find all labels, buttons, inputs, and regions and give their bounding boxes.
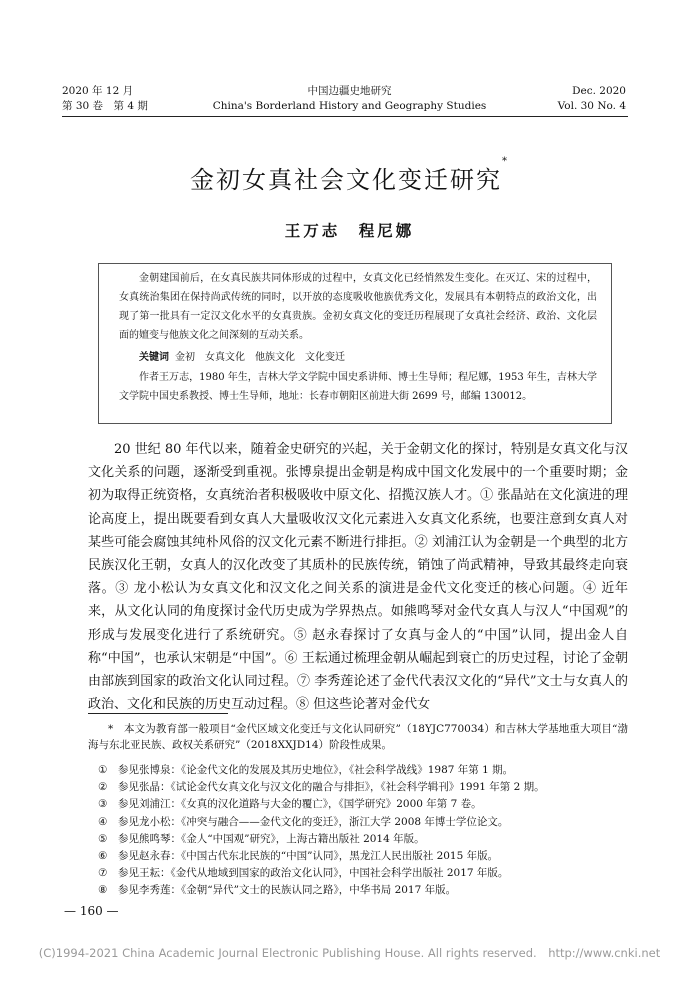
- running-header-issue-en: [558, 84, 626, 114]
- footnote-number: ②: [98, 781, 108, 794]
- footnote-funding: * 本文为教育部一般项目“金代区域文化变迁与文化认同研究”（18YJC770034）和吉林大学基地重大项目“渤海与东北亚民族、政权关系研究”（2018XXJD14）阶段性成果。: [88, 723, 628, 751]
- copyright-footer: (C)1994-2021 China Academic Journal Electronic Publishing House. All rights reserved. http://www.cnki.net: [38, 946, 661, 960]
- keywords-list: 金初 女真文化 他族文化 文化变迁: [175, 352, 345, 363]
- article-authors: 王万志 程尼娜: [284, 221, 415, 240]
- author-info: 作者王万志，1980 年生，吉林大学文学院中国史系讲师、博士生导师；程尼娜，1953 年生，吉林大学文学院中国史系教授、博士生导师，地址：长春市朝阳区前进大街 2699 号，邮编 130012。: [119, 372, 597, 402]
- header-volume-en: Vol. 30 No. 4: [557, 100, 626, 112]
- page-number: — 160 —: [64, 904, 119, 918]
- header-date: 2020 年 12 月: [62, 85, 134, 97]
- footnote-item: [98, 796, 638, 812]
- title-footnote-mark: *: [502, 156, 509, 167]
- header-divider: [62, 116, 628, 117]
- footnote-item: [98, 831, 638, 847]
- abstract-text: 金朝建国前后，在女真民族共同体形成的过程中，女真文化已经悄然发生变化。在灭辽、宋的过程中，女真统治集团在保持尚武传统的同时，以开放的态度吸收他族优秀文化，发展具有本朝特点的政治文化，出现了第一批具有一定汉文化水平的女真贵族。金初女真文化的变迁历程展现了女真社会经济、政治、文化层面的嬗变与他族文化之间深刻的互动关系。: [119, 273, 597, 341]
- footnote-number: ⑤: [98, 832, 108, 845]
- footnote-item: [98, 779, 638, 795]
- footnote-text: 参见李秀莲：《金朝“异代”文士的民族认同之路》，中华书局 2017 年版。: [118, 884, 457, 897]
- footnote-item: [98, 762, 638, 778]
- footnote-number: ⑧: [98, 884, 108, 897]
- footnote-number: ④: [98, 815, 108, 828]
- journal-name-en: China's Borderland History and Geography Studies: [212, 100, 487, 112]
- header-volume: 第 30 卷 第 4 期: [62, 100, 148, 112]
- footnote-divider: [88, 713, 228, 714]
- footnote-number: ⑥: [98, 850, 108, 862]
- footnote-item: [98, 814, 638, 830]
- keywords-label: 关键词: [139, 352, 169, 363]
- footnote-item: [98, 848, 638, 864]
- footnote-number: ①: [98, 764, 108, 776]
- footnote-item: [98, 882, 638, 898]
- header-date-en: Dec. 2020: [572, 85, 626, 97]
- abstract-box: [98, 263, 612, 424]
- footnote-text: 参见王耘：《金代从地域到国家的政治文化认同》，中国社会科学出版社 2017 年版。: [118, 867, 509, 880]
- footnote-text: 参见张博泉：《论金代文化的发展及其历史地位》，《社会科学战线》1987 年第 1 期。: [118, 764, 514, 776]
- footnote-text: 参见熊鸣琴：《金人“中国观”研究》，上海古籍出版社 2014 年版。: [118, 832, 425, 845]
- footnote-text: 参见龙小松：《冲突与融合——金代文化的变迁》，浙江大学 2008 年博士学位论文。: [118, 815, 509, 828]
- footnote-text: 参见张晶：《试论金代女真文化与汉文化的融合与排拒》，《社会科学辑刊》1991 年第 2 期。: [118, 781, 545, 794]
- journal-name-cn: 中国边疆史地研究: [307, 85, 392, 97]
- footnote-text: 参见刘浦江：《女真的汉化道路与大金的覆亡》，《国学研究》2000 年第 7 卷。: [118, 798, 482, 811]
- footnote-item: [98, 865, 638, 881]
- footnote-number: ③: [98, 798, 108, 811]
- footnote-number: ⑦: [98, 867, 108, 880]
- keywords: [119, 348, 597, 367]
- article-title: [0, 156, 699, 195]
- article-title-text: 金初女真社会文化变迁研究: [190, 166, 502, 194]
- footnote-text: 参见赵永春：《中国古代东北民族的“中国”认同》，黑龙江人民出版社 2015 年版。: [118, 850, 499, 862]
- body-paragraph: 20 世纪 80 年代以来，随着金史研究的兴起，关于金朝文化的探讨，特别是女真文化与汉文化关系的问题，逐渐受到重视。张博泉提出金朝是构成中国文化发展中的一个重要时期；金初为取得正统资格，女真统治者积极吸收中原文化、招揽汉族人才。① 张晶站在文化演进的理论高度上，提出既要看到女真人大量吸收汉文化元素进入女真文化系统，也要注意到女真人对某些可能会腐蚀其纯朴风俗的汉文化元素不断进行排拒。② 刘浦江认为金朝是一个典型的北方民族汉化王朝，女真人的汉化改变了其质朴的民族传统，销蚀了尚武精神，导致其最终走向衰落。③ 龙小松认为女真文化和汉文化之间关系的演进是金代文化变迁的核心问题。④ 近年来，从文化认同的角度探讨金代历史成为学界热点。如熊鸣琴对金代女真人与汉人“中国观”的形成与发展变化进行了系统研究。⑤ 赵永春探讨了女真与金人的“中国”认同，提出金人自称“中国”，也承认宋朝是“中国”。⑥ 王耘通过梳理金朝从崛起到衰亡的历史过程，讨论了金朝由部族到国家的政治文化认同过程。⑦ 李秀莲论述了金代代表汉文化的“异代”文士与女真人的政治、文化和民族的历史互动过程。⑧ 但这些论著对金代女: [88, 442, 628, 713]
